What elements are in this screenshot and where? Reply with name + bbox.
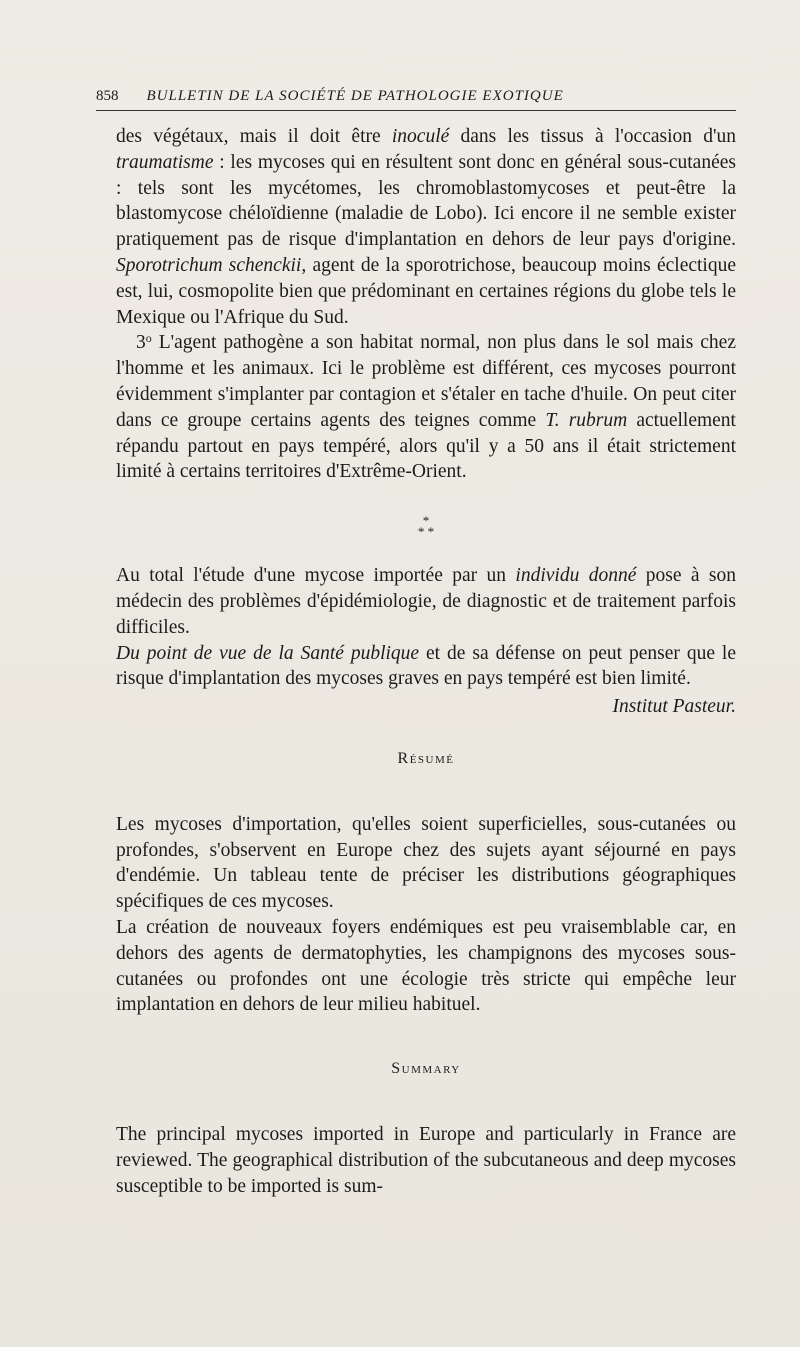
paragraph-au-total [116, 563, 736, 640]
journal-title: BULLETIN DE LA SOCIÉTÉ DE PATHOLOGIE EXOTIQUE [146, 88, 564, 104]
text-run: actuellement répandu partout en pays tempéré, alors qu'il y a 50 ans il était strictement limité à certains territoires d'Extrême-Orient. [116, 409, 736, 483]
emphasis-individu-donne: individu donné [515, 565, 637, 587]
emphasis-t-rubrum: T. rubrum [545, 409, 628, 431]
text-run: L'agent pathogène a son habitat normal, non plus dans le sol mais chez l'homme et les animaux. Ici le problème est différent, ces mycoses pourront évidemment s'implanter par contagion et s'étaler en tache d'huile. On peut citer dans ce groupe certains agents des teignes comme [116, 332, 736, 431]
page-number: 858 [96, 88, 119, 104]
paragraph-resume-1: Les mycoses d'importation, qu'elles soient superficielles, sous-cutanées ou profondes, s'observent en Europe chez des sujets ayant séjourné en pays d'endémie. Un tableau tente de préciser les distributions géographiques spécifiques de ces mycoses. [116, 813, 736, 913]
paragraph-point-3 [116, 330, 736, 485]
paragraph-resume-2: La création de nouveaux foyers endémiques est peu vraisemblable car, en dehors des agents de dermatophyties, les champignons des mycoses sous-cutanées ou profondes ont une écologie très stricte qui empêche leur implantation en dehors de leur milieu habituel. [116, 916, 736, 1016]
text-run: des végétaux, mais il doit être [116, 126, 392, 147]
emphasis-traumatisme: traumatisme [116, 151, 214, 173]
running-header [96, 88, 736, 111]
paragraph-sante-publique [116, 641, 736, 693]
paragraph-vegetaux [116, 124, 736, 330]
text-run: Au total l'étude d'une mycose importée par un [116, 565, 516, 587]
asterism-divider [116, 513, 736, 540]
summary-heading: Summary [391, 1060, 461, 1078]
asterism-top: * [422, 513, 430, 529]
ordinal-mark: o [145, 331, 152, 346]
text-run: et de sa défense on peut penser que le risque d'implantation des mycoses graves en pays tempéré est bien limité. [116, 642, 736, 690]
article-body [116, 124, 736, 1199]
asterism-bottom: * * [417, 524, 435, 540]
text-run: agent de la sporotrichose, beaucoup moins éclectique est, lui, cosmopolite bien que prédominant en certaines régions du globe tels le Mexique ou l'Afrique du Sud. [116, 254, 736, 328]
text-run: pose à son médecin des problèmes d'épidémiologie, de diagnostic et de traitement parfois difficiles. [116, 565, 736, 638]
signature-institut-pasteur: Institut Pasteur. [612, 696, 736, 718]
emphasis-inocule: inoculé [391, 126, 450, 147]
emphasis-sporotrichum: Sporotrichum schenckii, [116, 254, 307, 276]
list-number: 3 [136, 332, 146, 354]
text-run: : les mycoses qui en résultent sont donc en général sous-cutanées : tels sont les mycétomes, les chromoblastomycoses et peut-être la blastomycose chéloïdienne (maladie de Lobo). Ici encore il ne semble exister pratiquement pas de risque d'implantation en dehors de leur pays d'origine. [116, 151, 736, 251]
text-run: dans les tissus à l'occasion d'un [449, 126, 736, 147]
emphasis-sante-publique: Du point de vue de la Santé publique [116, 642, 420, 664]
resume-heading: Résumé [397, 749, 455, 767]
paragraph-summary: The principal mycoses imported in Europe and particularly in France are reviewed. The geographical distribution of the subcutaneous and deep mycoses susceptible to be imported is sum- [116, 1123, 736, 1197]
